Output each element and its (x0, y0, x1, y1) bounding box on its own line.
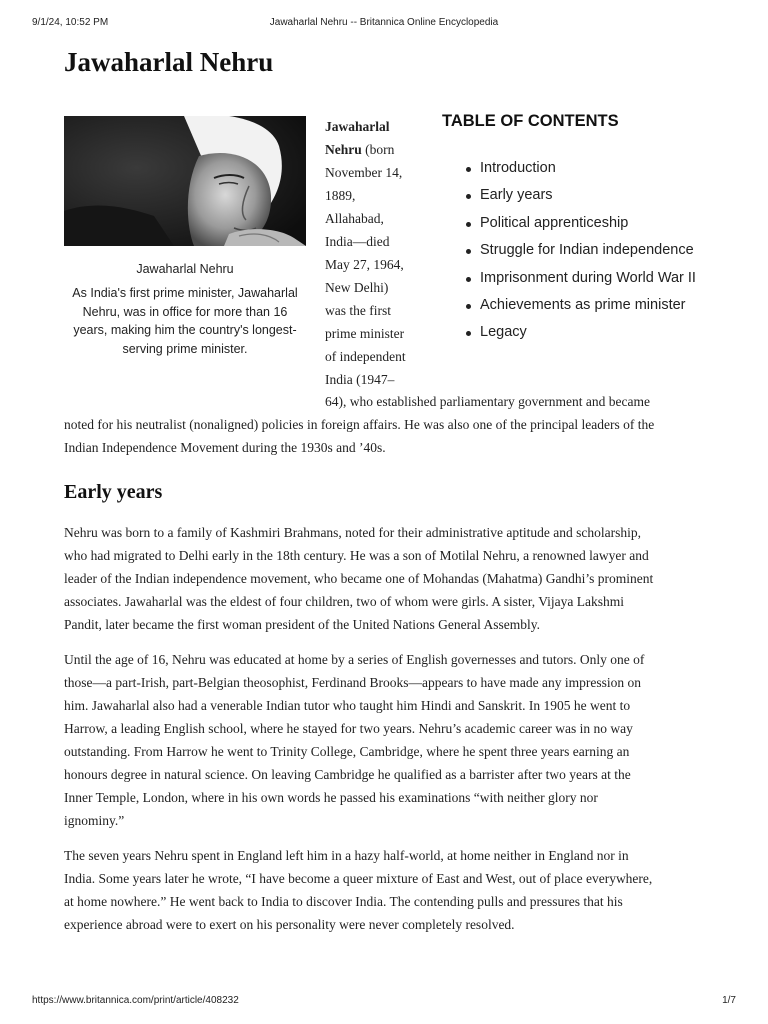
paragraph-line: The seven years Nehru spent in England left him in a hazy half-world, at home neither in England nor in (64, 848, 629, 863)
paragraph-line: Until the age of 16, Nehru was educated at home by a series of English governesses and tutors. Only one of (64, 652, 645, 667)
figure-caption-text: As India's first prime minister, Jawaharlal Nehru, was in office for more than 16 years, making him the country's longest-serving prime minister. (72, 286, 298, 356)
paragraph-line: those—a part-Irish, part-Belgian theosophist, Ferdinand Brooks—appears to have made any impression on (64, 675, 641, 690)
intro-column (325, 115, 425, 391)
paragraph-line: ignominy.” (64, 813, 125, 828)
paragraph-line: leader of the Indian independence movement, who became one of Mohandas (Mahatma) Gandhi’s prominent (64, 571, 654, 586)
paragraph-line: Harrow, a leading English school, where he stayed for two years. Nehru’s academic career was in no way (64, 721, 633, 736)
paragraph-3 (64, 844, 714, 936)
paragraph-1 (64, 521, 714, 636)
print-document-title: Jawaharlal Nehru -- Britannica Online Encyclopedia (269, 17, 499, 28)
intro-line: November 14, (325, 165, 403, 180)
print-page-number: 1/7 (722, 995, 736, 1006)
intro-line: India (1947– (325, 372, 395, 387)
print-url[interactable]: https://www.britannica.com/print/article/408232 (32, 995, 239, 1006)
toc-item-struggle-for-independence[interactable]: Struggle for Indian independence (480, 237, 742, 264)
intro-subject-name: Jawaharlal (325, 119, 390, 134)
toc-list (442, 155, 742, 347)
print-datetime: 9/1/24, 10:52 PM (32, 17, 109, 28)
paragraph-line: him. Jawaharlal also had a venerable Indian tutor who taught him Hindi and Sanskrit. In 1905 he went to (64, 698, 631, 713)
toc-item-political-apprenticeship[interactable]: Political apprenticeship (480, 210, 742, 237)
page-title: Jawaharlal Nehru (64, 47, 274, 77)
intro-line: 1889, (325, 188, 356, 203)
paragraph-line: who had migrated to Delhi early in the 18th century. He was a son of Motilal Nehru, a renowned lawyer and (64, 548, 649, 563)
intro-line: May 27, 1964, (325, 257, 404, 272)
paragraph-line: associates. Jawaharlal was the eldest of four children, two of whom were girls. A sister, Vijaya Lakshmi (64, 594, 625, 609)
toc-item-introduction[interactable]: Introduction (480, 155, 742, 182)
toc-title: TABLE OF CONTENTS (442, 112, 619, 130)
paragraph-line: outstanding. From Harrow he went to Trinity College, Cambridge, where he spent three years earning an (64, 744, 630, 759)
section-heading-early-years: Early years (64, 481, 163, 503)
toc-item-legacy[interactable]: Legacy (480, 319, 742, 346)
intro-paragraph-continued (64, 390, 714, 459)
figure-caption-name: Jawaharlal Nehru (136, 262, 234, 276)
intro-line: India—died (325, 234, 390, 249)
print-header (32, 17, 736, 31)
intro-line: New Delhi) (325, 280, 389, 295)
intro-line: 64), who established parliamentary government and became (325, 394, 651, 409)
toc-item-early-years[interactable]: Early years (480, 182, 742, 209)
paragraph-line: at home nowhere.” He went back to India to discover India. The contending pulls and pressures that his (64, 894, 623, 909)
toc-item-imprisonment[interactable]: Imprisonment during World War II (480, 265, 742, 292)
print-footer (32, 995, 736, 1009)
paragraph-line: Nehru was born to a family of Kashmiri Brahmans, noted for their administrative aptitude and scholarship, (64, 525, 641, 540)
intro-line: noted for his neutralist (nonaligned) policies in foreign affairs. He was also one of the principal leaders of the (64, 417, 655, 432)
paragraph-line: honours degree in natural science. On leaving Cambridge he qualified as a barrister after two years at the (64, 767, 631, 782)
intro-line: prime minister (325, 326, 405, 341)
article-figure (64, 116, 306, 358)
paragraph-line: Inner Temple, London, where in his own words he passed his examinations “with neither glory nor (64, 790, 598, 805)
toc-item-achievements[interactable]: Achievements as prime minister (480, 292, 742, 319)
intro-line: Nehru (born (325, 142, 395, 157)
intro-line: Allahabad, (325, 211, 384, 226)
intro-line: was the first (325, 303, 391, 318)
intro-line: Indian Independence Movement during the 1930s and ’40s. (64, 440, 386, 455)
intro-line: of independent (325, 349, 406, 364)
paragraph-line: India. Some years later he wrote, “I have become a queer mixture of East and West, out of place everywhere, (64, 871, 653, 886)
paragraph-2 (64, 648, 714, 832)
paragraph-line: Pandit, later became the first woman president of the United Nations General Assembly. (64, 617, 540, 632)
portrait-photo (64, 116, 306, 246)
paragraph-line: experience abroad were to exert on his personality were never completely resolved. (64, 917, 515, 932)
table-of-contents (442, 112, 742, 347)
